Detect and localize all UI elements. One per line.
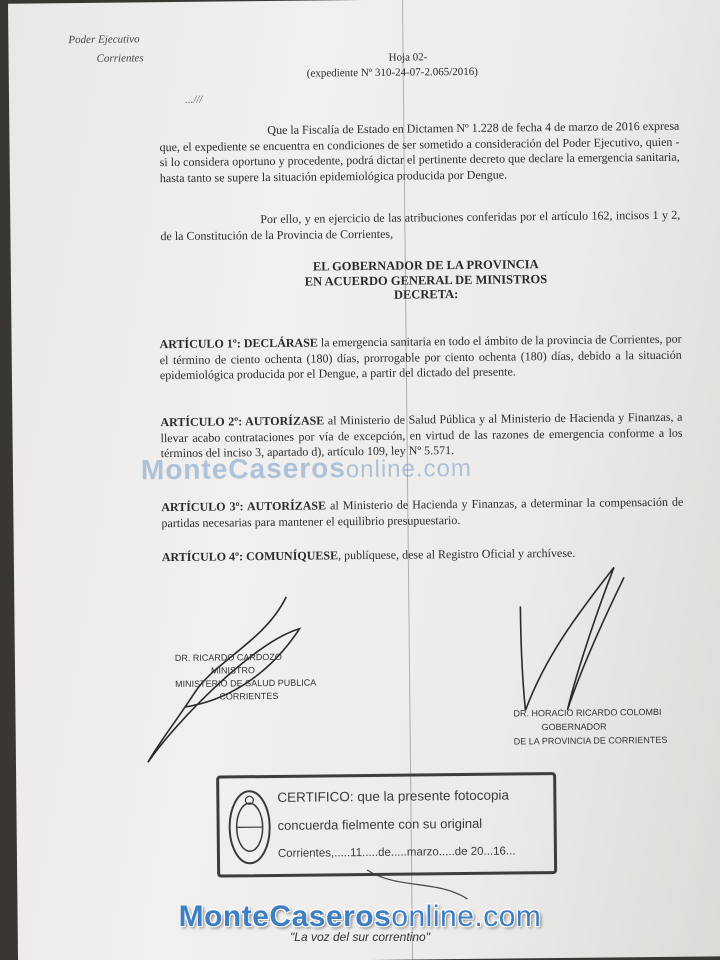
stamp-line2: concuerda fielmente con su original <box>277 815 483 833</box>
decree-heading-line2: EN ACUERDO GENERAL DE MINISTROS <box>304 271 548 289</box>
signature-block-minister <box>175 651 317 704</box>
watermark-center-brand: MonteCaseros <box>140 452 346 486</box>
provincial-seal-icon <box>225 786 274 868</box>
decree-heading-line1: EL GOBERNADOR DE LA PROVINCIA <box>312 257 539 274</box>
watermark-footer <box>0 900 720 944</box>
article-3-text: al Ministerio de Hacienda y Finanzas, a determinar la compensación de partidas necesarias para mantener el equilibrio presupuestario. <box>161 494 684 530</box>
article-4-label: ARTÍCULO 4º: COMUNÍQUESE <box>161 548 339 565</box>
watermark-center-domain: online.com <box>345 454 473 484</box>
governor-role: GOBERNADOR <box>541 721 607 733</box>
article-3-label: ARTÍCULO 3º: AUTORÍZASE <box>161 498 327 515</box>
continuation-mark: .../// <box>184 93 203 106</box>
watermark-footer-bold: MonteCaseros <box>178 900 392 933</box>
minister-name: DR. RICARDO CARDOZO <box>174 651 282 664</box>
decree-heading-line3: DECRETA: <box>393 287 459 302</box>
minister-place: CORRIENTES <box>219 690 279 702</box>
watermark-tagline: "La voz del sur correntino" <box>290 930 430 944</box>
letterhead-line1: Poder Ejecutivo <box>68 33 140 47</box>
signature-right-stroke <box>520 567 625 710</box>
letterhead-line2: Corrientes <box>96 52 144 65</box>
signature-block-governor <box>513 705 667 749</box>
article-1-label: ARTÍCULO 1º: DECLÁRASE <box>159 335 318 352</box>
article-4-text: , publíquese, dese al Registro Oficial y archívese. <box>337 545 576 563</box>
article-2-text: al Ministerio de Salud Pública y al Ministerio de Hacienda y Finanzas, a llevar acabo contrataciones por vía de excepción, en virtud de las razones de emergencia conforme a los términos del inciso 3, apartado d), artículo 109, ley Nº 5.571. <box>160 409 683 461</box>
expediente-number: (expediente Nº 310-24-07-2.065/2016) <box>306 65 478 80</box>
paragraph-por-ello: Por ello, y en ejercicio de las atribuciones conferidas por el artículo 162, incisos 1 y 2, de la Constitución de la Provincia de Corrientes, <box>160 207 681 243</box>
watermark-footer-domain: online.com <box>391 900 542 933</box>
article-2-label: ARTÍCULO 2º: AUTORÍZASE <box>160 413 325 430</box>
document-page <box>8 0 720 960</box>
page-number: Hoja 02- <box>388 51 428 64</box>
article-1-text: la emergencia sanitaria en todo el ámbito de la provincia de Corrientes, por el término de ciento ochenta (180) días, prorrogable por ciento ochenta (180) días, debido a la situación epidemiológica producida por el Dengue, a partir del dictado del presente. <box>159 331 682 383</box>
minister-office: MINISTERIO DE SALUD PUBLICA <box>175 677 317 690</box>
watermark-footer-brand <box>0 900 720 934</box>
certification-stamp <box>216 772 557 878</box>
minister-role: MINISTRO <box>210 665 256 676</box>
governor-office: DE LA PROVINCIA DE CORRIENTES <box>513 734 668 747</box>
stamp-line1: CERTIFICO: que la presente fotocopia <box>277 787 510 805</box>
governor-name: DR. HORACIO RICARDO COLOMBI <box>513 706 662 719</box>
stamp-line3: Corrientes,.....11.....de.....marzo.....de 20...16... <box>277 845 516 860</box>
paragraph-fiscalia: Que la Fiscalía de Estado en Dictamen Nº 1.228 de fecha 4 de marzo de 2016 expresa que, el expediente se encuentra en condiciones de ser sometido a consideración del Poder Ejecutivo, quien -si lo considera oportuno y procedente, podrá dictar el pertinente decreto que declare la emergencia sanitaria, hasta tanto se supere la situación epidemiológica producida por Dengue. <box>159 118 680 185</box>
